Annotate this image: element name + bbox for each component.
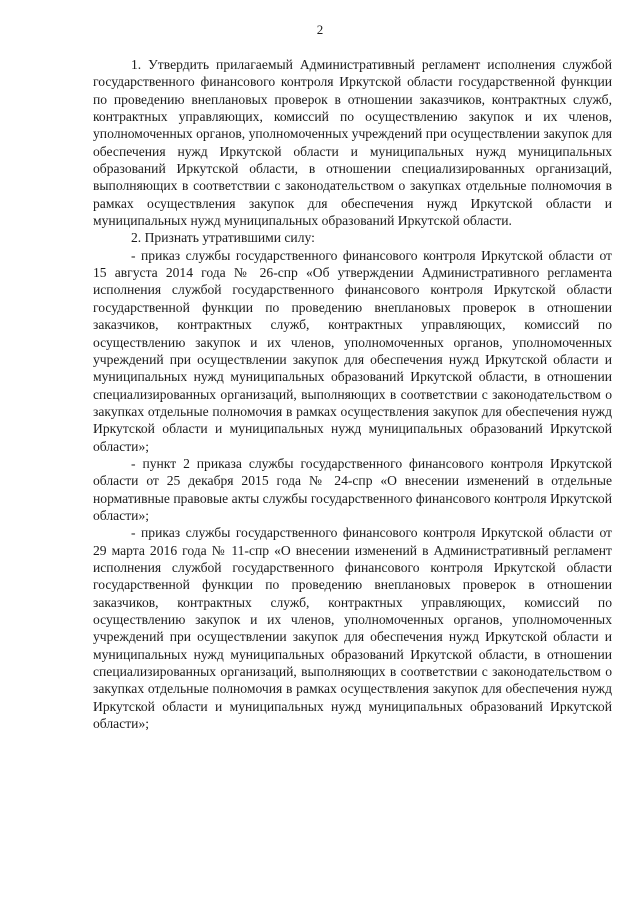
paragraph-repeal-order-11-spr: - приказ службы государственного финансового контроля Иркутской области от 29 марта 2016 года № 11-спр «О внесении изменений в Административный регламент исполнения службой государственного финансового контроля Иркутской области государственной функции по проведению внеплановых проверок в отношении заказчиков, контрактных служб, контрактных управляющих, комиссий по осуществлению закупок и их членов, уполномоченных органов, уполномоченных учреждений при осуществлении закупок для обеспечения нужд Иркутской области и муниципальных нужд муниципальных образований Иркутской области, в отношении специализированных организаций, выполняющих в соответствии с законодательством о закупках отдельные полномочия в рамках осуществления закупок для обеспечения нужд Иркутской области и муниципальных нужд муниципальных образований Иркутской области»;: [93, 525, 612, 732]
paragraph-repeal-heading: 2. Признать утратившими силу:: [131, 230, 315, 246]
page-number: 2: [316, 22, 324, 37]
paragraph-repeal-order-24-spr: - пункт 2 приказа службы государственного финансового контроля Иркутской области от 25 декабря 2015 года № 24-спр «О внесении изменений в отдельные нормативные правовые акты службы государственного финансового контроля Иркутской области»;: [93, 455, 612, 523]
document-body: [93, 56, 612, 732]
paragraph-repeal-order-26-spr: - приказ службы государственного финансового контроля Иркутской области от 15 августа 2014 года № 26-спр «Об утверждении Административного регламента исполнения службой государственного финансового контроля Иркутской области государственной функции по проведению внеплановых проверок в отношении заказчиков, контрактных служб, контрактных управляющих, комиссий по осуществлению закупок и их членов, уполномоченных органов, уполномоченных учреждений при осуществлении закупок для обеспечения нужд Иркутской области и муниципальных нужд муниципальных образований Иркутской области, в отношении специализированных организаций, выполняющих в соответствии с законодательством о закупках отдельные полномочия в рамках осуществления закупок для обеспечения нужд Иркутской области и муниципальных нужд муниципальных образований Иркутской области»;: [93, 247, 612, 454]
paragraph-approve-regulation: 1. Утвердить прилагаемый Административный регламент исполнения службой государственного финансового контроля Иркутской области государственной функции по проведению внеплановых проверок в отношении заказчиков, контрактных служб, контрактных управляющих, комиссий по осуществлению закупок и их членов, уполномоченных органов, уполномоченных учреждений при осуществлении закупок для обеспечения нужд Иркутской области и муниципальных нужд муниципальных образований Иркутской области, в отношении специализированных организаций, выполняющих в соответствии с законодательством о закупках отдельные полномочия в рамках осуществления закупок для обеспечения нужд Иркутской области и муниципальных нужд муниципальных образований Иркутской области.: [93, 57, 612, 229]
